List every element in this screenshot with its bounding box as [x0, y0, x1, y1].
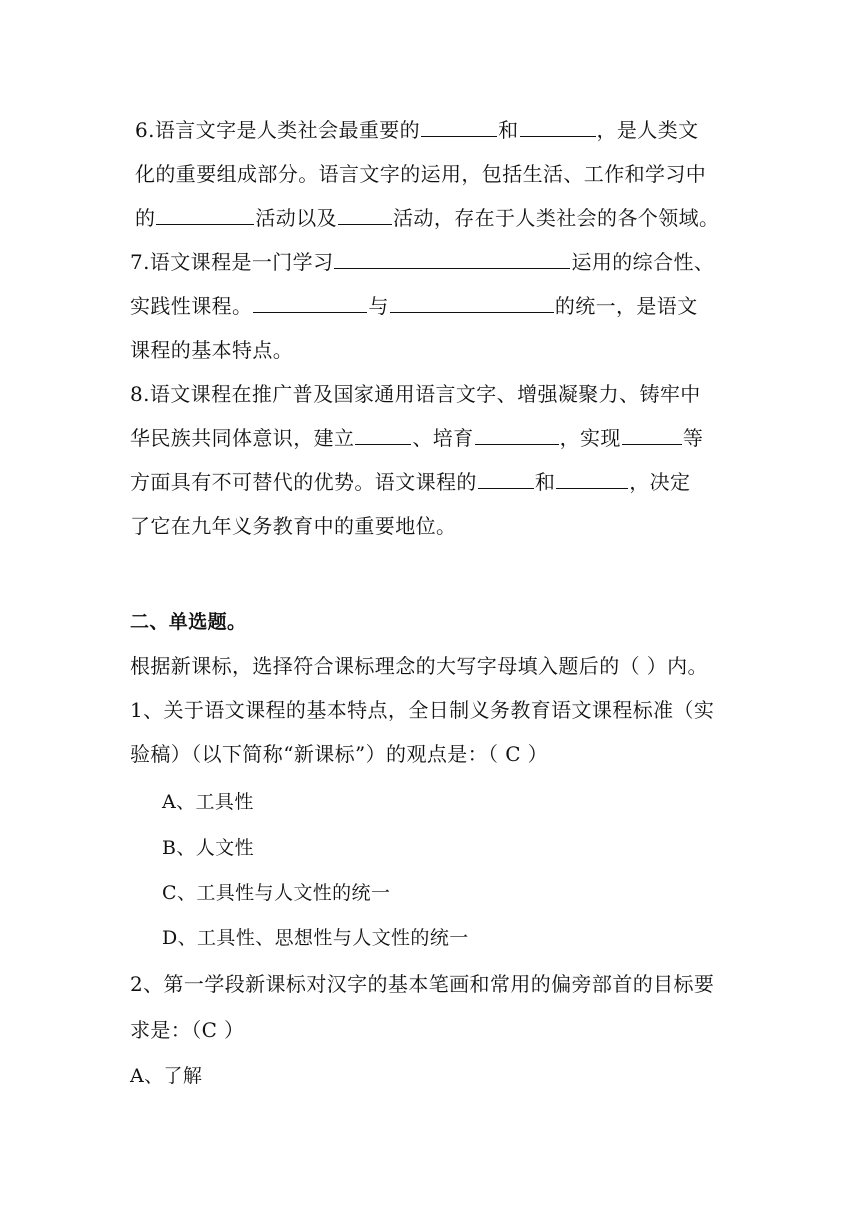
fill-blank	[478, 468, 534, 489]
q8-text-2b: 、培育	[412, 426, 474, 450]
fill-blank	[355, 424, 411, 445]
mc2-line-2	[130, 1016, 244, 1044]
option-text: C、工具性与人文性的统一	[162, 882, 391, 904]
q7-text-1b: 运用的综合性、	[571, 250, 715, 274]
mc1-text-2: 验稿）（以下简称“新课标”）的观点是：（ C ）	[130, 742, 549, 766]
fill-blank	[156, 204, 254, 225]
q7-line-1	[130, 248, 714, 276]
q6-text-3a: 的	[135, 206, 156, 230]
section-title-text: 二、单选题。	[130, 611, 247, 633]
q8-line-1	[130, 380, 701, 408]
q6-text-1a: 6.语言文字是人类社会最重要的	[135, 118, 421, 142]
q8-line-2	[130, 424, 703, 452]
q7-line-2	[130, 292, 698, 320]
mc1-line-1	[130, 696, 714, 724]
fill-blank	[334, 248, 570, 269]
q8-text-3a: 方面具有不可替代的优势。语文课程的	[130, 470, 477, 494]
option-text: A、了解	[130, 1065, 203, 1087]
mc1-option-d	[162, 924, 469, 952]
q6-text-3c: 活动，存在于人类社会的各个领域。	[393, 206, 720, 230]
q8-line-3	[130, 468, 690, 496]
section-title	[130, 608, 246, 636]
option-text: D、工具性、思想性与人文性的统一	[162, 927, 469, 949]
q8-text-1: 8.语文课程在推广普及国家通用语言文字、增强凝聚力、铸牢中	[130, 382, 701, 406]
fill-blank	[338, 204, 392, 225]
mc2-option-a	[130, 1062, 202, 1090]
q8-line-4	[130, 512, 456, 540]
q8-text-2d: 等	[682, 426, 704, 450]
section-instruction	[130, 652, 708, 680]
section-instruction-text: 根据新课标，选择符合课标理念的大写字母填入题后的（ ）内。	[130, 654, 708, 678]
q6-text-1b: 和	[498, 118, 519, 142]
fill-blank	[390, 292, 554, 313]
mc2-text-2: 求是：（C ）	[130, 1018, 245, 1042]
mc1-text-1: 1、关于语文课程的基本特点，全日制义务教育语文课程标准（实	[130, 698, 715, 722]
q7-line-3	[130, 336, 293, 364]
q6-text-1c: ，是人类文	[596, 118, 699, 142]
q7-text-2c: 的统一，是语文	[554, 294, 698, 318]
mc2-line-1	[130, 970, 714, 998]
mc1-option-b	[162, 834, 254, 862]
mc1-option-a	[162, 788, 254, 816]
q6-line-2	[135, 160, 706, 188]
fill-blank	[622, 424, 682, 445]
q8-text-4: 了它在九年义务教育中的重要地位。	[130, 514, 457, 538]
q7-text-2b: 与	[368, 294, 389, 318]
mc2-text-1: 2、第一学段新课标对汉字的基本笔画和常用的偏旁部首的目标要	[130, 972, 715, 996]
q8-text-3c: ，决定	[629, 470, 691, 494]
q7-text-1a: 7.语文课程是一门学习	[130, 250, 334, 274]
fill-blank	[556, 468, 628, 489]
fill-blank	[253, 292, 367, 313]
mc1-option-c	[162, 879, 390, 907]
option-text: A、工具性	[162, 791, 254, 813]
q8-text-2c: ，实现	[559, 426, 621, 450]
fill-blank	[520, 116, 596, 137]
q6-text-3b: 活动以及	[255, 206, 338, 230]
q6-line-1	[135, 116, 699, 144]
fill-blank	[421, 116, 497, 137]
q8-text-3b: 和	[534, 470, 556, 494]
q7-text-2a: 实践性课程。	[130, 294, 253, 318]
option-text: B、人文性	[162, 837, 254, 859]
q7-text-3: 课程的基本特点。	[130, 338, 294, 362]
mc1-line-2	[130, 740, 548, 768]
q6-text-2: 化的重要组成部分。语言文字的运用，包括生活、工作和学习中	[135, 162, 707, 186]
q6-line-3	[135, 204, 719, 232]
fill-blank	[475, 424, 559, 445]
q8-text-2a: 华民族共同体意识，建立	[130, 426, 355, 450]
